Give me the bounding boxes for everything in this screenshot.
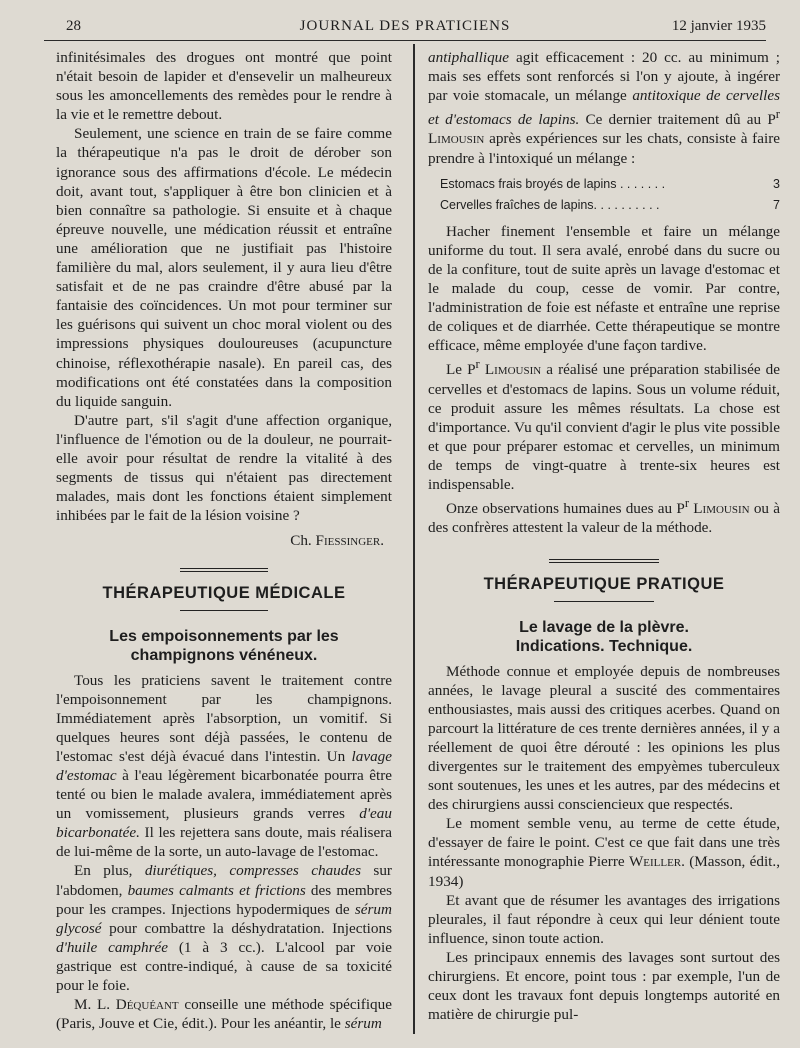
column-divider: [413, 44, 415, 1034]
page-number: 28: [66, 18, 81, 34]
paragraph: Les principaux ennemis des lavages sont surtout des chirurgiens. Et encore, point tous : par exemple, l'un de ceux dont les travaux font depuis longtemps autorité en matière de chirurgie pul-: [428, 948, 780, 1024]
paragraph: Onze observations humaines dues au $P^r$ Limousin ou à des confrères attestent la valeur de la méthode.: [428, 496, 781, 537]
paragraph: Méthode connue et employée depuis de nombreuses années, le lavage pleural a suscité des commentaires enthousiastes, mais aussi des critiques acerbes. Quand on parcourt la littérature de ces trente dernières années, il y a réellement de quoi être dérouté : les opinions les plus divergentes sur le traitement des empyèmes tuberculeux sont soutenues, les unes et les autres, par des médecins et des chirurgiens aussi consciencieux que respectés.: [428, 662, 780, 814]
running-header: [44, 14, 766, 41]
paragraph: infinitésimales des drogues ont montré que point n'était besoin de lapider et d'ensevelir un malheureux sous les amoncellements des remèdes pour le rendre à la vie et le remettre debout.: [56, 49, 392, 124]
section-title: THÉRAPEUTIQUE PRATIQUE: [483, 575, 725, 594]
paragraph: Tous les praticiens savent le traitement contre l'empoisonnement par les champignons. Immédiatement après l'absorption, un vomitif. Si quelques heures sont déjà passées, le contenu de l'estomac s'est déjà évacué dans l'intestin. Un lavage d'estomac à l'eau légèrement bicarbonatée pourra être tenté ou bien le malade avalera, immédiatement après un vomissement, plusieurs grands verres d'eau bicarbonatée. Il les rejettera sans doute, mais réalisera de lui-même de la sorte, un auto-lavage de l'estomac.: [56, 671, 392, 861]
paragraph: Le moment semble venu, au terme de cette étude, d'essayer de faire le point. C'est ce que fait dans une très intéressante monographie Pierre Weiller. (Masson, édit., 1934): [428, 815, 780, 890]
paragraph: Et avant que de résumer les avantages des irrigations pleurales, il faut répondre à ceux qui leur dénient toute influence, sinon toute action.: [428, 891, 780, 947]
paragraph: Hacher finement l'ensemble et faire un mélange uniforme du tout. Il sera avalé, enrobé dans du sucre ou de la confiture, tout de suite après un lavage d'estomac et le malade du coup, cesse de vomir. Par contre, l'administration de foie est néfaste et entraîne une reprise de coliques et de diarrhée. Cette thérapeutique se montre efficace, même employée d'une façon tardive.: [428, 222, 780, 355]
paragraph: M. L. Déquéant conseille une méthode spécifique (Paris, Jouve et Cie, édit.). Pour les anéantir, le sérum: [56, 996, 392, 1033]
article-title: Les empoisonnements par les champignons vénéneux.: [109, 627, 339, 664]
section-rule: [549, 559, 659, 563]
issue-date: 12 janvier 1935: [671, 18, 766, 34]
article-title: Le lavage de la plèvre. Indications. Technique.: [515, 618, 693, 655]
table-row: Estomacs frais broyés de lapins . . . . . . . 3: [440, 176, 780, 191]
author-signature: [56, 531, 384, 550]
right-column: [428, 48, 780, 1024]
table-row: Cervelles fraîches de lapins. . . . . . . . . . 7: [440, 197, 780, 212]
paragraph: D'autre part, s'il s'agit d'une affection organique, l'influence de l'émotion ou de la douleur, ne pourrait-elle avoir pour résultat de rendre la vitalité à des segments de tissus qui n'étaient pas directement malades, mais dont les fonctions étaient simplement inhibées par le fait de la lésion voisine ?: [56, 411, 392, 525]
paragraph: En plus, diurétiques, compresses chaudes sur l'abdomen, baumes calmants et frictions des membres pour les crampes. Injections hypodermiques de sérum glycosé pour combattre la déshydratation. Injections d'huile camphrée (1 à 3 cc.). L'alcool par voie gastrique est contre-indiqué, à cause de sa toxicité pour le foie.: [56, 862, 392, 995]
journal-title: JOURNAL DES PRATICIENS: [299, 18, 511, 34]
section-rule: [554, 601, 654, 602]
signature-prefix: Ch.: [290, 532, 316, 550]
section-rule: [180, 610, 268, 611]
left-column: [56, 48, 392, 1033]
paragraph: Le $P^r$ Limousin a réalisé une préparation stabilisée de cervelles et d'estomacs de lapins. Sous un volume réduit, ce produit assure les mêmes résultats. La chose est d'importance. Vu qu'il convient d'agir le plus vite possible et que pour préparer estomac et cervelles, un minimum de temps de vingt-quatre à trente-six heures est indispensable.: [428, 357, 780, 494]
paragraph: Seulement, une science en train de se faire comme la thérapeutique n'a pas le droit de dérober son ignorance sous des affirmations d'école. Le médecin doit, avant tout, s'appliquer à être bon clinicien et à bien connaître sa pathologie. Si ensuite et à chaque épreuve nouvelle, une médication réussit et entraîne une amélioration que ne justifiait pas l'histoire familière du mal, alors seulement, il y aura lieu d'être satisfait et de ne pas craindre d'être abusé par la fantaisie des coïncidences. Un mot pour terminer sur les guérisons qui suivent un choc moral violent ou des impressions physiques douloureuses (acupuncture chinoise, réflexothérapie nasale). En pareil cas, des modifications ont été constatées dans la composition du liquide sanguin.: [56, 125, 392, 410]
section-rule: [180, 568, 268, 572]
signature-name: Fiessinger.: [315, 532, 384, 550]
paragraph: antiphallique agit efficacement : 20 cc. au minimum ; mais ses effets sont renforcés si l'on y ajoute, à ingérer par voie stomacale, un mélange antitoxique de cervelles et d'estomacs de lapins. Ce dernier traitement dû au $P^r$ Limousin après expériences sur les chats, consiste à faire prendre à l'intoxiqué un mélange :: [428, 49, 780, 167]
section-title: THÉRAPEUTIQUE MÉDICALE: [102, 584, 346, 603]
recipe-table: [440, 174, 780, 216]
